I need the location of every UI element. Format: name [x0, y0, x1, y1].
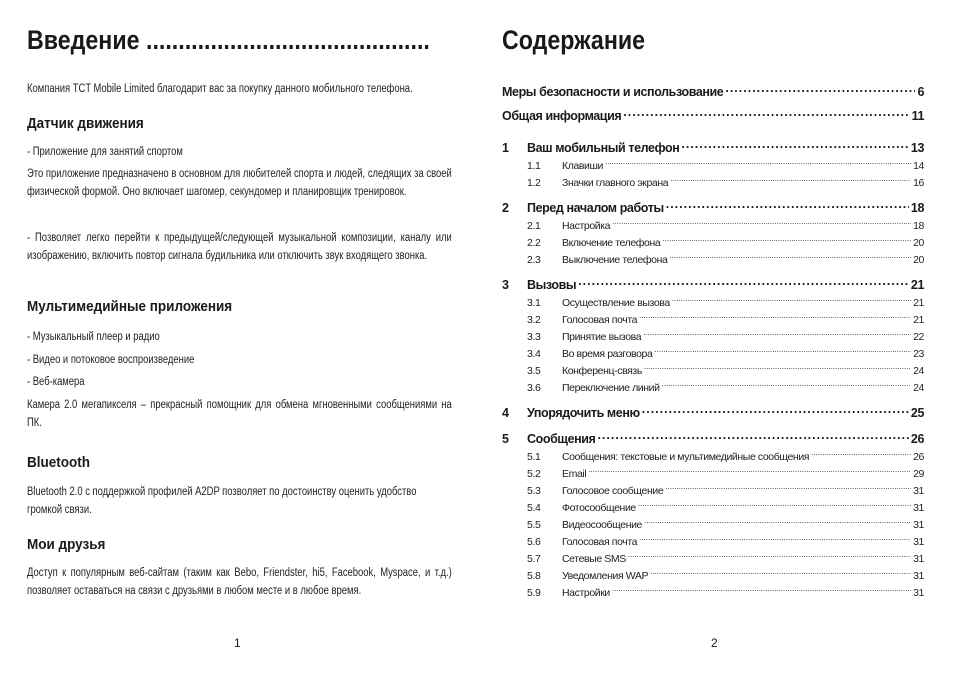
toc-number: 2 — [502, 201, 509, 215]
toc-leader — [597, 427, 908, 443]
toc-leader — [662, 232, 911, 246]
toc-entry[interactable] — [502, 80, 924, 99]
toc-page-number: 31 — [913, 536, 924, 548]
toc-title: Содержание — [502, 25, 646, 55]
toc-leader — [665, 480, 911, 494]
toc-number: 5.2 — [527, 468, 541, 480]
toc-page-number: 22 — [913, 331, 924, 343]
toc-subsection[interactable] — [502, 232, 924, 249]
toc-page-number: 23 — [913, 348, 924, 360]
toc-label: Сообщения — [527, 432, 596, 446]
list-item-music: - Музыкальный плеер и радио — [27, 331, 160, 343]
toc-page-number: 31 — [913, 570, 924, 582]
toc-subsection[interactable] — [502, 360, 924, 377]
toc-label: Email — [562, 468, 587, 480]
toc-chapter[interactable] — [502, 427, 924, 446]
toc-leader — [644, 514, 911, 528]
toc-subsection[interactable] — [502, 531, 924, 548]
toc-subsection[interactable] — [502, 172, 924, 189]
toc-chapter[interactable] — [502, 273, 924, 292]
list-item-video: - Видео и потоковое воспроизведение — [27, 354, 195, 366]
toc-entry[interactable] — [502, 104, 924, 123]
toc-number: 2.2 — [527, 237, 541, 249]
toc-leader — [628, 548, 911, 562]
toc-label: Перед началом работы — [527, 201, 664, 215]
toc-leader — [670, 172, 911, 186]
toc-label: Переключение линий — [562, 382, 660, 394]
toc-leader — [666, 196, 909, 212]
toc-leader — [650, 565, 911, 579]
toc-label: Видеосообщение — [562, 519, 642, 531]
toc-page-number: 13 — [910, 141, 924, 155]
toc-label: Упорядочить меню — [527, 406, 640, 420]
toc-page-number: 25 — [910, 406, 924, 420]
toc-chapter[interactable] — [502, 196, 924, 215]
toc-label: Настройки — [562, 587, 610, 599]
toc-subsection[interactable] — [502, 249, 924, 266]
toc-subsection[interactable] — [502, 309, 924, 326]
page-number: 1 — [234, 636, 241, 650]
toc-number: 5.5 — [527, 519, 541, 531]
toc-subsection[interactable] — [502, 377, 924, 394]
toc-subsection[interactable] — [502, 497, 924, 514]
toc-number: 3.5 — [527, 365, 541, 377]
toc-page-number: 31 — [913, 519, 924, 531]
toc-page-number: 11 — [911, 109, 924, 123]
toc-subsection[interactable] — [502, 548, 924, 565]
toc-leader — [811, 446, 911, 460]
toc-label: Общая информация — [502, 109, 622, 123]
toc-label: Меры безопасности и использование — [502, 85, 724, 99]
toc-number: 3.6 — [527, 382, 541, 394]
toc-leader — [672, 292, 911, 306]
toc-label: Сетевые SMS — [562, 553, 626, 565]
toc-number: 5 — [502, 432, 509, 446]
toc-page-number: 21 — [913, 314, 924, 326]
toc-label: Во время разговора — [562, 348, 653, 360]
toc-number: 4 — [502, 406, 509, 420]
toc-number: 2.1 — [527, 220, 541, 232]
paragraph-navigation: - Позволяет легко перейти к предыдущей/следующей музыкальной композиции, каналу или изображению, включить повтор сигнала будильника или отключить звук входящего звонка. — [27, 232, 452, 262]
toc-page-number: 16 — [913, 177, 924, 189]
toc-page-number: 31 — [913, 587, 924, 599]
toc-page-number: 31 — [913, 553, 924, 565]
toc-label: Ваш мобильный телефон — [527, 141, 680, 155]
intro-paragraph: Компания TCT Mobile Limited благодарит вас за покупку данного мобильного телефона. — [27, 83, 413, 95]
toc-label: Значки главного экрана — [562, 177, 669, 189]
toc-chapter[interactable] — [502, 401, 924, 420]
paragraph-bluetooth: Bluetooth 2.0 с поддержкой профилей A2DP позволяет по достоинству оценить удобство громкой связи. — [27, 486, 417, 516]
toc-page-number: 18 — [913, 220, 924, 232]
toc-number: 5.7 — [527, 553, 541, 565]
left-page — [27, 0, 451, 678]
toc-subsection[interactable] — [502, 565, 924, 582]
right-page — [502, 0, 924, 678]
toc-leader — [623, 104, 909, 120]
toc-leader — [725, 80, 915, 96]
toc-number: 3.4 — [527, 348, 541, 360]
toc-page-number: 14 — [913, 160, 924, 172]
toc-label: Выключение телефона — [562, 254, 668, 266]
toc-page-number: 31 — [913, 502, 924, 514]
section-heading-my-friends: Мои друзья — [27, 536, 106, 553]
toc-number: 5.3 — [527, 485, 541, 497]
toc-leader — [644, 360, 911, 374]
toc-page-number: 29 — [913, 468, 924, 480]
toc-page-number: 21 — [913, 297, 924, 309]
toc-label: Конференц-связь — [562, 365, 642, 377]
toc-label: Голосовая почта — [562, 314, 638, 326]
toc-subsection[interactable] — [502, 446, 924, 463]
toc-page-number: 20 — [913, 254, 924, 266]
page-title — [27, 24, 495, 56]
section-heading-multimedia: Мультимедийные приложения — [27, 298, 233, 315]
toc-label: Голосовое сообщение — [562, 485, 664, 497]
paragraph-sports-description: Это приложение предназначено в основном для любителей спорта и людей, следящих за своей физической формой. Оно включает шагомер, секундомер и планировщик тренировок. — [27, 168, 452, 198]
toc-label: Сообщения: текстовые и мультимедийные сообщения — [562, 451, 810, 463]
toc-label: Включение телефона — [562, 237, 661, 249]
toc-page-number: 26 — [910, 432, 924, 446]
toc-number: 5.8 — [527, 570, 541, 582]
toc-chapter[interactable] — [502, 136, 924, 155]
toc-label: Настройка — [562, 220, 611, 232]
toc-number: 3.2 — [527, 314, 541, 326]
toc-leader — [612, 215, 911, 229]
toc-subsection[interactable] — [502, 480, 924, 497]
toc-number: 3.1 — [527, 297, 541, 309]
toc-page-number: 31 — [913, 485, 924, 497]
toc-subsection[interactable] — [502, 463, 924, 480]
section-heading-bluetooth: Bluetooth — [27, 454, 90, 471]
page-number: 2 — [711, 636, 718, 650]
toc-number: 3.3 — [527, 331, 541, 343]
toc-leader — [605, 155, 911, 169]
toc-page-number: 24 — [913, 365, 924, 377]
toc-page-number: 6 — [917, 85, 924, 99]
toc-page-number: 21 — [910, 278, 924, 292]
toc-leader — [578, 273, 909, 289]
toc-subsection[interactable] — [502, 292, 924, 309]
list-item-webcam: - Веб-камера — [27, 376, 85, 388]
toc-leader — [639, 531, 911, 545]
toc-page-number: 24 — [913, 382, 924, 394]
toc-leader — [638, 497, 911, 511]
toc-number: 5.4 — [527, 502, 541, 514]
toc-label: Уведомления WAP — [562, 570, 649, 582]
paragraph-friends: Доступ к популярным веб-сайтам (таким как Bebo, Friendster, hi5, Facebook, Myspace, и т.д.) позволяет оставаться на связи с друзьями в любом месте и в любое время. — [27, 567, 452, 597]
toc-label: Клавиши — [562, 160, 604, 172]
toc-label: Фотосообщение — [562, 502, 636, 514]
toc-subsection[interactable] — [502, 582, 924, 599]
toc-number: 2.3 — [527, 254, 541, 266]
toc-leader — [643, 326, 911, 340]
toc-page-number: 18 — [910, 201, 924, 215]
toc-number: 5.9 — [527, 587, 541, 599]
title-leader: ............................................ — [145, 25, 430, 55]
toc-number: 1.2 — [527, 177, 541, 189]
paragraph-sports-app: - Приложение для занятий спортом — [27, 146, 183, 158]
toc-number: 5.6 — [527, 536, 541, 548]
toc-leader — [654, 343, 911, 357]
toc-label: Вызовы — [527, 278, 577, 292]
toc-subsection[interactable] — [502, 155, 924, 172]
toc-leader — [681, 136, 909, 152]
toc-number: 5.1 — [527, 451, 541, 463]
toc-page-number: 20 — [913, 237, 924, 249]
toc-label: Принятие вызова — [562, 331, 642, 343]
toc-leader — [662, 377, 912, 391]
toc-leader — [588, 463, 911, 477]
toc-leader — [669, 249, 911, 263]
section-heading-motion-sensor: Датчик движения — [27, 115, 144, 132]
toc-number: 1.1 — [527, 160, 541, 172]
toc-leader — [639, 309, 911, 323]
toc-leader — [642, 401, 909, 417]
toc-subsection[interactable] — [502, 215, 924, 232]
toc-subsection[interactable] — [502, 514, 924, 531]
toc-label: Голосовая почта — [562, 536, 638, 548]
toc-number: 1 — [502, 141, 509, 155]
paragraph-camera: Камера 2.0 мегапикселя – прекрасный помощник для обмена мгновенными сообщениями на ПК. — [27, 399, 452, 429]
toc-label: Осуществление вызова — [562, 297, 670, 309]
toc-subsection[interactable] — [502, 326, 924, 343]
toc-subsection[interactable] — [502, 343, 924, 360]
toc-leader — [612, 582, 911, 596]
title-text: Введение — [27, 25, 140, 55]
toc-number: 3 — [502, 278, 509, 292]
toc-page-number: 26 — [913, 451, 924, 463]
